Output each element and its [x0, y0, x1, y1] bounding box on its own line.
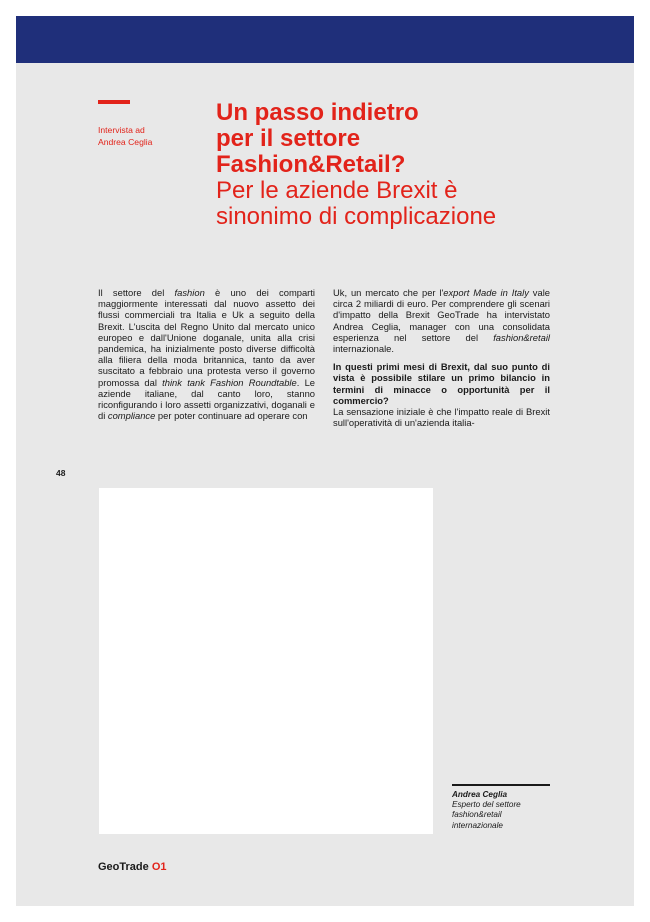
body-text: vale circa 2 miliardi di euro. Per comprendere gli scenari d'impatto della Brexit GeoTrade ha intervistato Andrea Ceglia, manager con una consolidata esperienza nel settore del	[333, 287, 550, 343]
header-band	[16, 16, 634, 63]
body-text: internazionale.	[333, 343, 394, 355]
body-text: è uno dei comparti maggiormente interessati dal nuovo assetto dei flussi commerciali tra Italia e Uk a seguito della Brexit. L'uscita del Regno Unito dal mercato unico europeo e dall'Unione doganale, unita alla crisi pandemica, ha inizialmente posto diverse difficoltà alla filiera della moda britannica, tanto da aver suscitato a febbraio una protesta verso il governo promossa dal	[98, 287, 315, 388]
caption-role-line: internazionale	[452, 820, 503, 830]
headline-line: Fashion&Retail?	[216, 151, 406, 178]
magazine-page	[16, 16, 634, 906]
caption-role	[452, 800, 562, 831]
body-column-right	[333, 287, 550, 435]
caption-role-line: fashion&retail	[452, 810, 502, 820]
body-italic: compliance	[107, 410, 156, 422]
caption-role-line: Esperto del settore	[452, 800, 521, 810]
interview-kicker	[98, 124, 208, 148]
footer-brand	[98, 861, 167, 873]
kicker-line: Andrea Ceglia	[98, 137, 153, 147]
caption-name: Andrea Ceglia	[452, 790, 508, 799]
body-text: per poter continuare ad operare con	[155, 410, 308, 422]
interview-question: In questi primi mesi di Brexit, dal suo punto di vista è possibile stilare un primo bilancio in termini di minacce o opportunità per il commercio?	[333, 361, 550, 406]
body-paragraph	[333, 287, 550, 354]
accent-dash	[98, 100, 130, 104]
headline-line: Un passo indietro	[216, 99, 419, 126]
caption-divider	[452, 784, 550, 786]
portrait-photo	[99, 488, 433, 834]
article-headline	[216, 100, 616, 230]
body-text: Il settore del	[98, 287, 175, 298]
subheadline-line: sinonimo di complicazione	[216, 203, 497, 230]
subheadline-line: Per le aziende Brexit è	[216, 177, 458, 204]
body-italic: fashion	[174, 287, 205, 298]
issue-number: O1	[151, 861, 167, 873]
body-column-left	[98, 287, 315, 428]
brand-name: GeoTrade	[98, 861, 149, 873]
photo-caption	[452, 790, 562, 831]
body-paragraph	[98, 287, 315, 421]
page-number: 48	[56, 468, 66, 478]
body-italic: think tank Fashion Roundtable	[162, 376, 297, 388]
body-text: . Le aziende italiane, dal canto loro, stanno riconfigurando i loro assetti organizzativi, doganali e di	[98, 376, 315, 422]
interview-answer: La sensazione iniziale è che l'impatto reale di Brexit sull'operatività di un'azienda italia-	[333, 406, 550, 429]
body-italic: fashion&retail	[493, 331, 550, 343]
body-italic: export Made in Italy	[443, 287, 529, 298]
headline-line: per il settore	[216, 125, 361, 152]
body-text: Uk, un mercato che per l'	[333, 287, 444, 298]
kicker-line: Intervista ad	[98, 125, 145, 135]
